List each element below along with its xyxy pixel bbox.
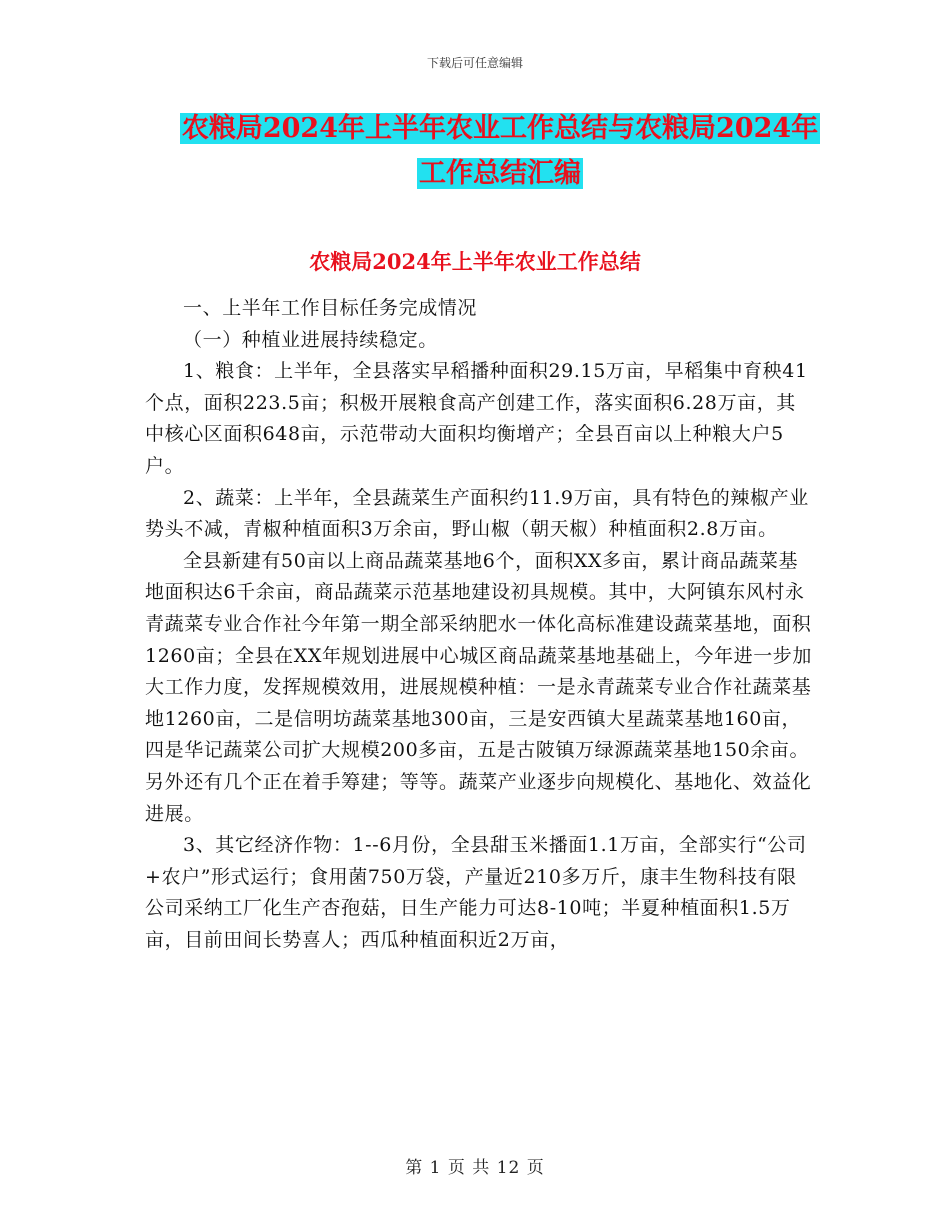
document-title [140, 106, 860, 196]
title-line-2: 工作总结汇编 [419, 158, 581, 189]
paragraph-grain: 1、粮食：上半年，全县落实早稻播种面积29.15万亩，早稻集中育秧41个点，面积223.5亩；积极开展粮食高产创建工作，落实面积6.28万亩，其中核心区面积648亩，示范带动大面积均衡增产；全县百亩以上种粮大户5户。 [145, 360, 808, 477]
section-title: 农粮局2024年上半年农业工作总结 [309, 249, 641, 274]
paragraph-vegetable-bases: 全县新建有50亩以上商品蔬菜基地6个，面积XX多亩，累计商品蔬菜基地面积达6千余亩，商品蔬菜示范基地建设初具规模。其中，大阿镇东风村永青蔬菜专业合作社今年第一期全部采纳肥水一体化高标准建设蔬菜基地，面积1260亩；全县在XX年规划进展中心城区商品蔬菜基地基础上，今年进一步加大工作力度，发挥规模效用，进展规模种植：一是永青蔬菜专业合作社蔬菜基地1260亩，二是信明坊蔬菜基地300亩，三是安西镇大星蔬菜基地160亩，四是华记蔬菜公司扩大规模200多亩，五是古陂镇万绿源蔬菜基地150余亩。另外还有几个正在着手筹建；等等。蔬菜产业逐步向规模化、基地化、效益化进展。 [145, 549, 813, 825]
paragraph-vegetables: 2、蔬菜：上半年，全县蔬菜生产面积约11.9万亩，具有特色的辣椒产业势头不减，青椒种植面积3万余亩，野山椒（朝天椒）种植面积2.8万亩。 [145, 486, 809, 541]
page-footer: 第 1 页 共 12 页 [405, 1158, 545, 1178]
title-line-1: 农粮局2024年上半年农业工作总结与农粮局2024年 [181, 113, 819, 144]
header-note: 下载后可任意编辑 [426, 56, 523, 70]
paragraph-heading-1: 一、上半年工作目标任务完成情况 [183, 297, 478, 319]
paragraph-other-crops: 3、其它经济作物：1--6月份，全县甜玉米播面1.1万亩，全部实行“公司+农户”形式运行；食用菌750万袋，产量近210多万斤，康丰生物科技有限公司采纳工厂化生产杏孢菇，日生产能力可达8-10吨；半夏种植面积1.5万亩，目前田间长势喜人；西瓜种植面积近2万亩， [145, 834, 807, 951]
paragraph-heading-2: （一）种植业进展持续稳定。 [183, 328, 438, 351]
document-body [145, 293, 813, 956]
